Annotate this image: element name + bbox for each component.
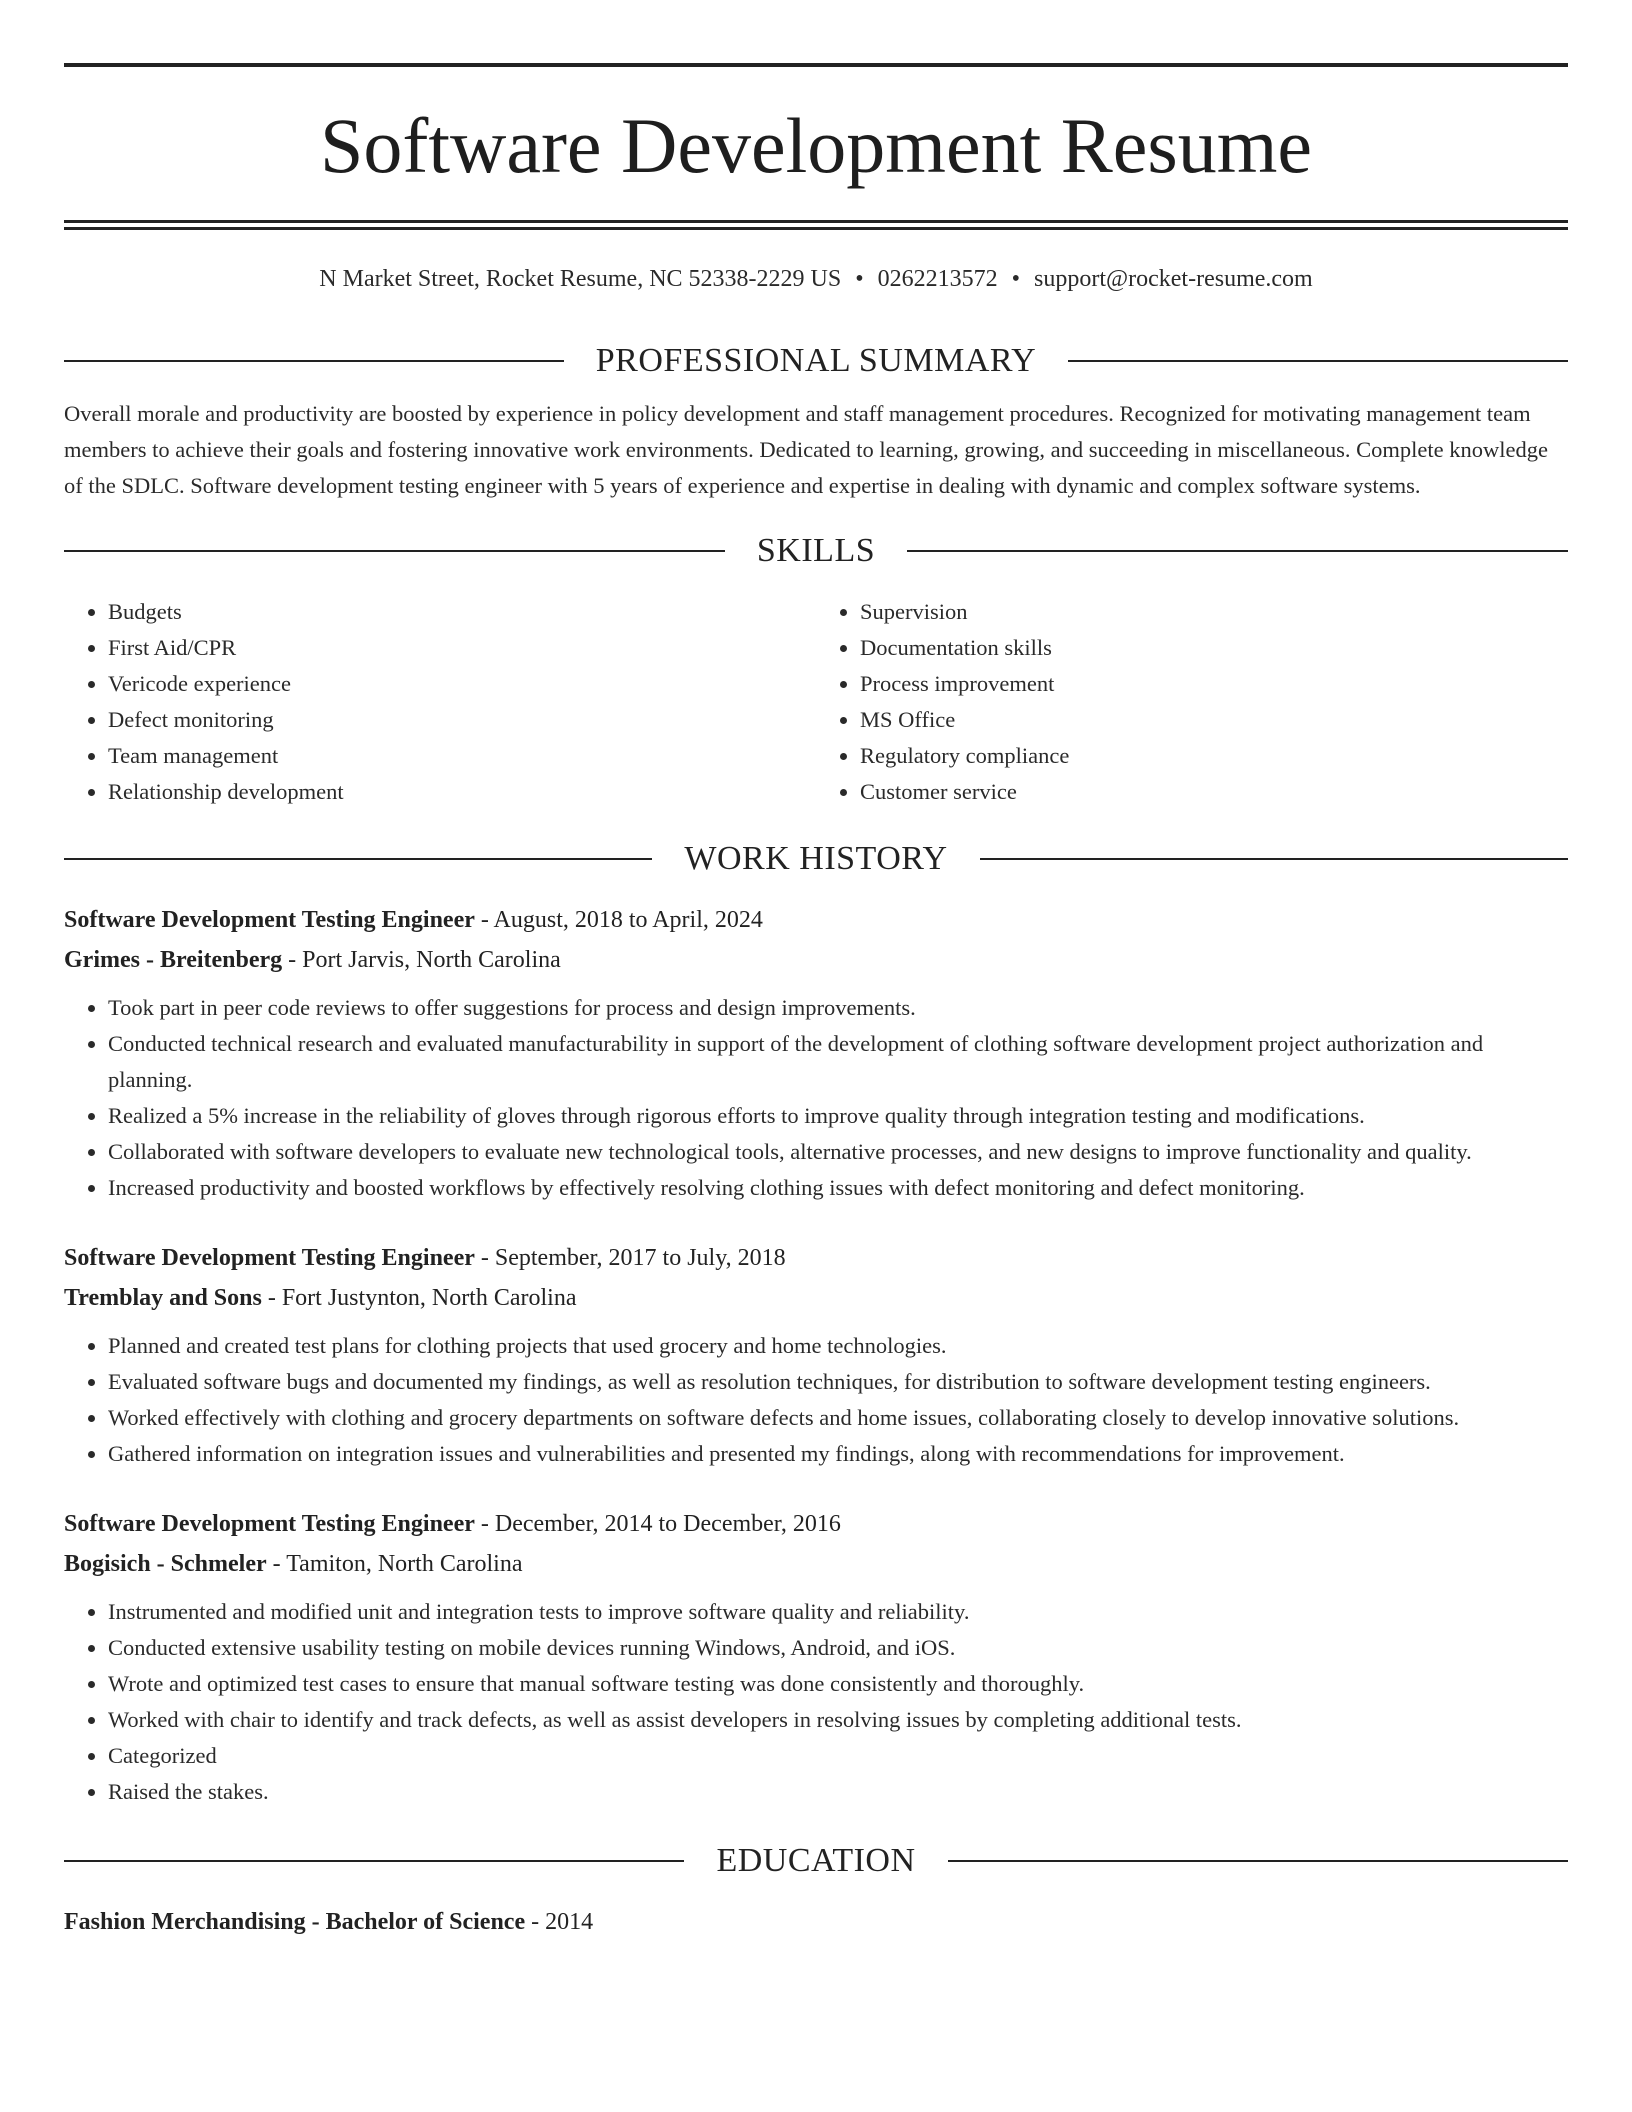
job-company-line [64, 1544, 1568, 1584]
skills-column-right [816, 594, 1568, 810]
section-heading-work-history [64, 838, 1568, 880]
job-bullets [64, 1594, 1568, 1810]
skill-item: • Supervision [860, 594, 1568, 630]
job-bullet: • Worked effectively with clothing and grocery departments on software defects and home issues, collaborating closely to develop innovative solutions. [108, 1400, 1568, 1436]
heading-rule [980, 858, 1568, 860]
job-title-line [64, 900, 1568, 940]
job-bullet: • Raised the stakes. [108, 1774, 1568, 1810]
job-bullet: • Gathered information on integration issues and vulnerabilities and presented my findings, along with recommendations for improvement. [108, 1436, 1568, 1472]
top-rule [64, 63, 1568, 67]
job-bullet: • Collaborated with software developers to evaluate new technological tools, alternative processes, and new designs to improve functionality and quality. [108, 1134, 1568, 1170]
job-company-line [64, 940, 1568, 980]
heading-rule [1068, 360, 1568, 362]
job-bullet: • Planned and created test plans for clothing projects that used grocery and home technologies. [108, 1328, 1568, 1364]
job-entry [64, 900, 1568, 1206]
job-title: Software Development Testing Engineer [64, 1511, 475, 1537]
section-heading-summary [64, 340, 1568, 382]
skill-item: • Defect monitoring [108, 702, 816, 738]
education-year: - 2014 [525, 1909, 594, 1935]
section-heading-skills [64, 530, 1568, 572]
education-degree: Fashion Merchandising - Bachelor of Science [64, 1909, 526, 1935]
job-bullet: • Conducted technical research and evaluated manufacturability in support of the development of clothing software development project authorization and planning. [108, 1026, 1568, 1098]
job-bullet: • Took part in peer code reviews to offer suggestions for process and design improvements. [108, 990, 1568, 1026]
skill-item: • Vericode experience [108, 666, 816, 702]
skill-item: • Budgets [108, 594, 816, 630]
section-heading-label: PROFESSIONAL SUMMARY [595, 342, 1037, 379]
skill-item: • MS Office [860, 702, 1568, 738]
skill-item: • Customer service [860, 774, 1568, 810]
job-bullet: • Wrote and optimized test cases to ensure that manual software testing was done consistently and thoroughly. [108, 1666, 1568, 1702]
job-bullet: • Increased productivity and boosted workflows by effectively resolving clothing issues with defect monitoring and defect monitoring. [108, 1170, 1568, 1206]
job-title: Software Development Testing Engineer [64, 1245, 475, 1271]
heading-rule [64, 550, 725, 552]
skill-item: • Regulatory compliance [860, 738, 1568, 774]
heading-rule [907, 550, 1568, 552]
job-dates: - December, 2014 to December, 2016 [474, 1511, 841, 1537]
contact-email[interactable]: support@rocket-resume.com [1034, 266, 1313, 292]
section-heading-education [64, 1840, 1568, 1882]
job-bullet: • Conducted extensive usability testing on mobile devices running Windows, Android, and iOS. [108, 1630, 1568, 1666]
job-company: Grimes - Breitenberg [64, 947, 283, 973]
job-bullet: • Worked with chair to identify and track defects, as well as assist developers in resolving issues by completing additional tests. [108, 1702, 1568, 1738]
job-dates: - September, 2017 to July, 2018 [474, 1245, 786, 1271]
skills-column-left [64, 594, 816, 810]
skills-list [64, 594, 1568, 810]
heading-rule [64, 360, 564, 362]
title-double-rule [64, 220, 1568, 230]
job-company: Bogisich - Schmeler [64, 1551, 267, 1577]
job-location: - Port Jarvis, North Carolina [282, 947, 561, 973]
heading-rule [64, 858, 652, 860]
section-heading-label: WORK HISTORY [684, 840, 948, 877]
section-heading-label: SKILLS [756, 532, 876, 569]
contact-separator: • [1011, 266, 1021, 292]
education-entry [64, 1902, 1568, 1942]
heading-rule [948, 1860, 1568, 1862]
job-company: Tremblay and Sons [64, 1285, 262, 1311]
contact-separator: • [855, 266, 864, 292]
job-title-line [64, 1238, 1568, 1278]
job-entry [64, 1238, 1568, 1472]
job-dates: - August, 2018 to April, 2024 [474, 907, 763, 933]
job-entry [64, 1504, 1568, 1810]
job-location: - Tamiton, North Carolina [266, 1551, 523, 1577]
job-bullet: • Realized a 5% increase in the reliability of gloves through rigorous efforts to improve quality through integration testing and modifications. [108, 1098, 1568, 1134]
job-title-line [64, 1504, 1568, 1544]
contact-phone: 0262213572 [877, 266, 998, 292]
contact-line [64, 263, 1568, 295]
skill-item: • Documentation skills [860, 630, 1568, 666]
job-title: Software Development Testing Engineer [64, 907, 475, 933]
skill-item: • Process improvement [860, 666, 1568, 702]
heading-rule [64, 1860, 684, 1862]
skill-item: • Team management [108, 738, 816, 774]
resume-page [64, 63, 1568, 1942]
job-company-line [64, 1278, 1568, 1318]
job-bullets [64, 990, 1568, 1206]
job-bullets [64, 1328, 1568, 1472]
section-heading-label: EDUCATION [716, 1842, 916, 1879]
skill-item: • First Aid/CPR [108, 630, 816, 666]
job-bullet: • Categorized [108, 1738, 1568, 1774]
job-bullet: • Instrumented and modified unit and integration tests to improve software quality and reliability. [108, 1594, 1568, 1630]
summary-text: Overall morale and productivity are boosted by experience in policy development and staff management procedures. Recognized for motivating management team members to achieve their goals and fostering innovative work environments. Dedicated to learning, growing, and succeeding in miscellaneous. Complete knowledge of the SDLC. Software development testing engineer with 5 years of experience and expertise in dealing with dynamic and complex software systems. [64, 401, 1548, 498]
job-location: - Fort Justynton, North Carolina [261, 1285, 577, 1311]
contact-address: N Market Street, Rocket Resume, NC 52338-2229 US [319, 266, 842, 292]
job-bullet: • Evaluated software bugs and documented my findings, as well as resolution techniques, for distribution to software development testing engineers. [108, 1364, 1568, 1400]
resume-title: Software Development Resume [319, 102, 1313, 189]
skill-item: • Relationship development [108, 774, 816, 810]
